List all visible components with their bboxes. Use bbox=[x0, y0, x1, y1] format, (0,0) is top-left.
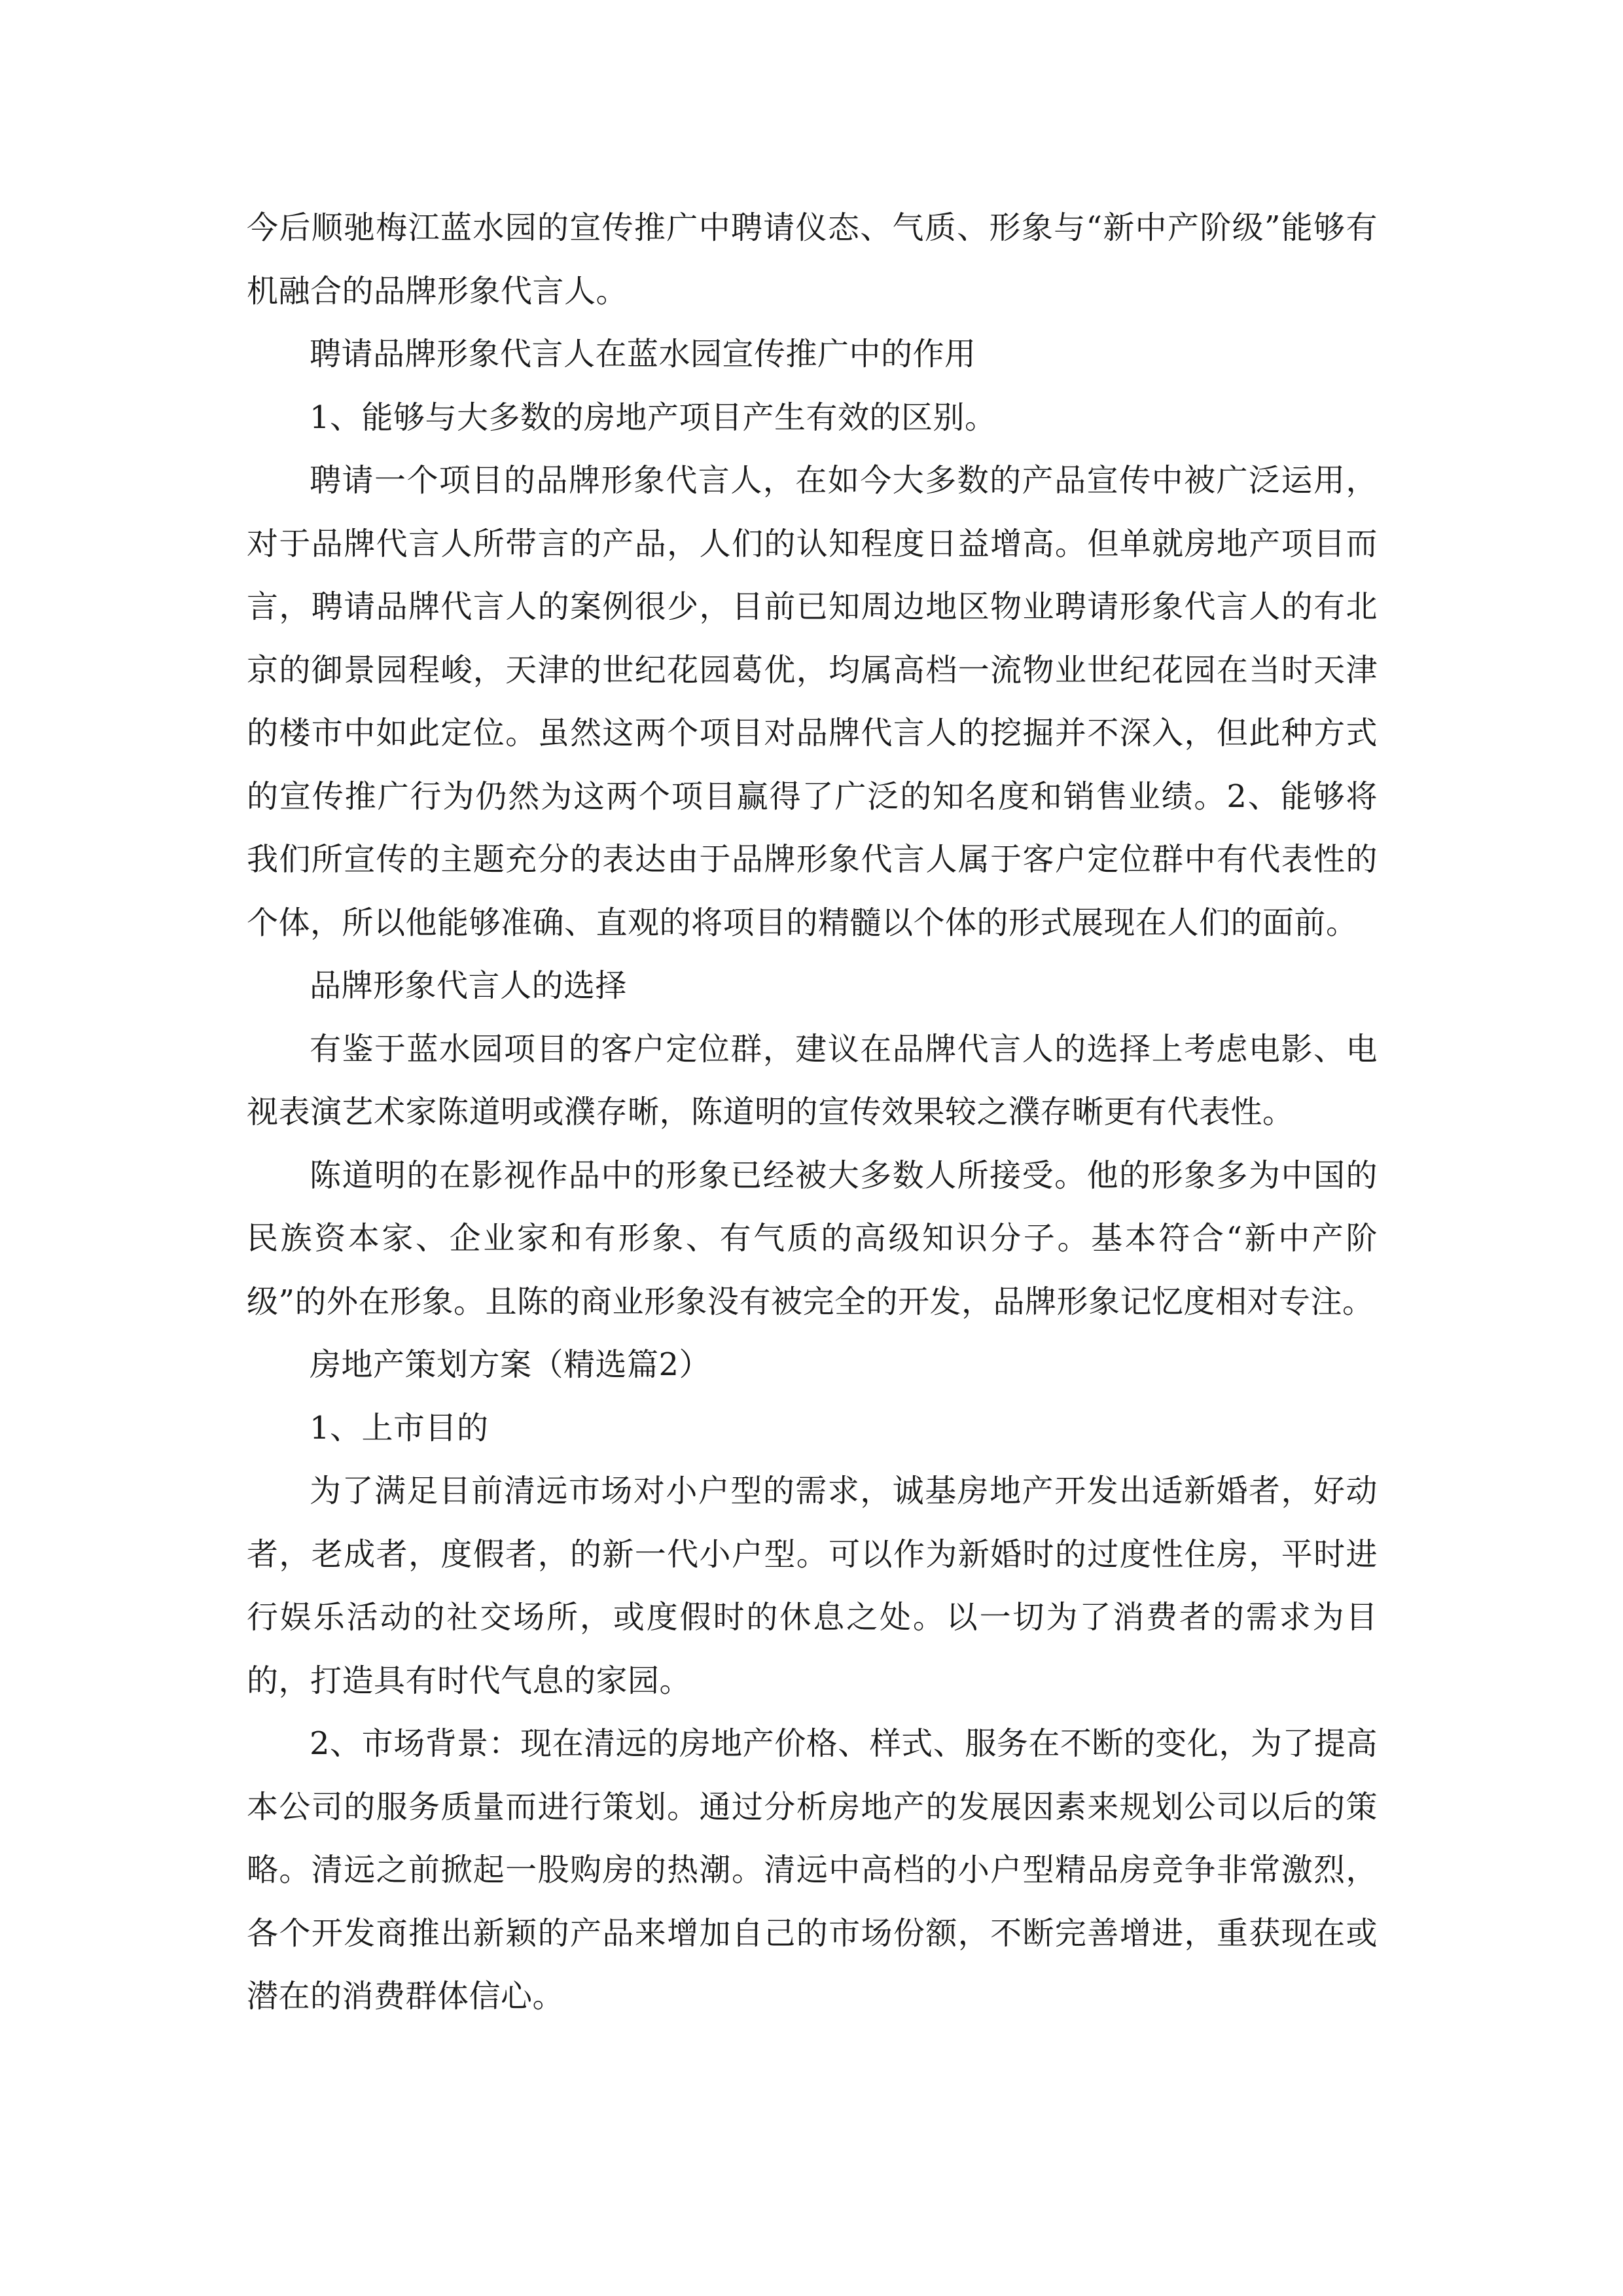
heading-plan-part-2: 房地产策划方案（精选篇2） bbox=[310, 1346, 711, 1383]
heading-spokesperson-selection: 品牌形象代言人的选择 bbox=[310, 967, 628, 1004]
paragraph-intro-continuation: 今后顺驰梅江蓝水园的宣传推广中聘请仪态、气质、形象与“新中产阶级”能够有机融合的品牌形象代言人。 bbox=[247, 209, 1378, 310]
point-1-distinction: 1、能够与大多数的房地产项目产生有效的区别。 bbox=[310, 399, 997, 436]
paragraph-selection-suggestion: 有鉴于蓝水园项目的客户定位群，建议在品牌代言人的选择上考虑电影、电视表演艺术家陈道明或濮存晰，陈道明的宣传效果较之濮存晰更有代表性。 bbox=[247, 1030, 1378, 1130]
paragraph-chen-daoming-image: 陈道明的在影视作品中的形象已经被大多数人所接受。他的形象多为中国的民族资本家、企业家和有形象、有气质的高级知识分子。基本符合“新中产阶级”的外在形象。且陈的商业形象没有被完全的开发，品牌形象记忆度相对专注。 bbox=[247, 1157, 1378, 1320]
heading-listing-purpose: 1、上市目的 bbox=[310, 1409, 489, 1446]
paragraph-listing-purpose: 为了满足目前清远市场对小户型的需求，诚基房地产开发出适新婚者，好动者，老成者，度假者，的新一代小户型。可以作为新婚时的过度性住房，平时进行娱乐活动的社交场所，或度假时的休息之处。以一切为了消费者的需求为目的，打造具有时代气息的家园。 bbox=[247, 1473, 1378, 1699]
heading-spokesperson-role: 聘请品牌形象代言人在蓝水园宣传推广中的作用 bbox=[310, 336, 976, 372]
paragraph-market-background: 2、市场背景：现在清远的房地产价格、样式、服务在不断的变化，为了提高本公司的服务质量而进行策划。通过分析房地产的发展因素来规划公司以后的策略。清远之前掀起一股购房的热潮。清远中高档的小户型精品房竞争非常激烈，各个开发商推出新颖的产品来增加自己的市场份额，不断完善增进，重获现在或潜在的消费群体信心。 bbox=[247, 1725, 1378, 2015]
document-body bbox=[247, 196, 1378, 2028]
paragraph-spokesperson-usage: 聘请一个项目的品牌形象代言人，在如今大多数的产品宣传中被广泛运用，对于品牌代言人所带言的产品，人们的认知程度日益增高。但单就房地产项目而言，聘请品牌代言人的案例很少，目前已知周边地区物业聘请形象代言人的有北京的御景园程峻，天津的世纪花园葛优，均属高档一流物业世纪花园在当时天津的楼市中如此定位。虽然这两个项目对品牌代言人的挖掘并不深入，但此种方式的宣传推广行为仍然为这两个项目赢得了广泛的知名度和销售业绩。2、能够将我们所宣传的主题充分的表达由于品牌形象代言人属于客户定位群中有代表性的个体，所以他能够准确、直观的将项目的精髓以个体的形式展现在人们的面前。 bbox=[247, 462, 1378, 941]
